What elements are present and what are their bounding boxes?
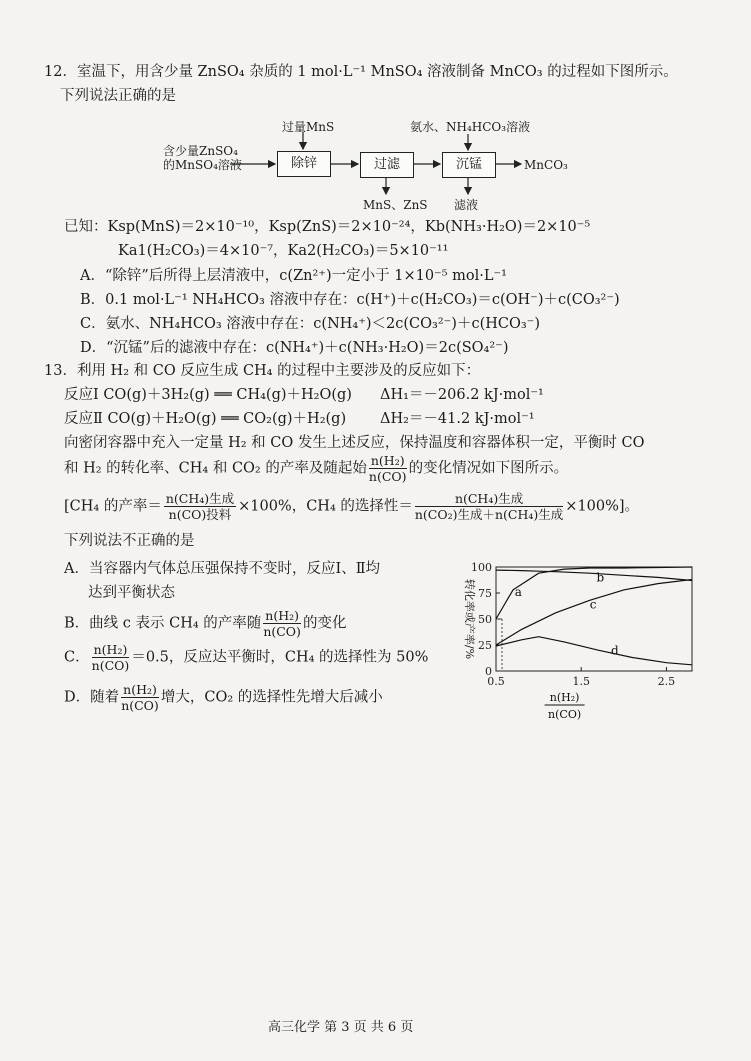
flow-arrows <box>0 0 751 230</box>
ratio-numerator: n(H₂) <box>370 453 405 468</box>
option-b-fraction <box>263 608 301 639</box>
q13-question: 下列说法不正确的是 <box>64 533 195 549</box>
desc-line2-a: 和 H₂ 的转化率、CH₄ 和 CO₂ 的产率及随起始 <box>64 460 367 477</box>
q13-desc-line1: 向密闭容器中充入一定量 H₂ 和 CO 发生上述反应，保持温度和容器体积一定，平衡时 CO <box>64 435 645 451</box>
q12-stem-line1: 室温下，用含少量 ZnSO₄ 杂质的 1 mol·L⁻¹ MnSO₄ 溶液制备 MnCO₃ 的过程如下图所示。 <box>76 64 678 80</box>
q13-definitions <box>64 491 639 522</box>
q12-option-a[interactable]: A．“除锌”后所得上层清液中，c(Zn²⁺)一定小于 1×10⁻⁵ mol·L⁻¹ <box>80 268 507 284</box>
q13-option-b[interactable] <box>64 608 346 639</box>
option-d-denominator: n(CO) <box>121 698 159 713</box>
q13-reaction-2: 反应Ⅱ CO(g)＋H₂O(g) ══ CO₂(g)＋H₂(g) <box>64 411 347 427</box>
q12-number: 12． <box>44 64 77 80</box>
q12-option-d[interactable]: D．“沉锰”后的滤液中存在：c(NH₄⁺)＋c(NH₃·H₂O)＝2c(SO₄²⁻) <box>80 340 509 356</box>
flow-step-filter: 过滤 <box>360 152 414 178</box>
q13-desc-line2 <box>64 453 568 484</box>
x-axis-label-denominator: n(CO) <box>548 708 582 721</box>
option-c-denominator: n(CO) <box>91 658 130 673</box>
q12-stem-line2: 下列说法正确的是 <box>60 88 176 104</box>
flow-input-line1: 含少量ZnSO₄ <box>163 144 238 158</box>
q13-reaction-1: 反应Ⅰ CO(g)＋3H₂(g) ══ CH₄(g)＋H₂O(g) <box>64 387 352 403</box>
flow-reagent-3: 氨水、NH₄HCO₃溶液 <box>410 120 531 134</box>
x-tick-label: 0.5 <box>487 675 505 688</box>
selectivity-numerator: n(CH₄)生成 <box>415 491 563 507</box>
q13-dh2: ΔH₂＝－41.2 kJ·mol⁻¹ <box>380 411 535 427</box>
series-a-label: a <box>514 585 522 600</box>
y-tick-label: 75 <box>478 587 492 600</box>
y-tick-label: 50 <box>478 613 492 626</box>
series-c-line <box>496 580 692 646</box>
x-tick-label: 2.5 <box>657 675 676 688</box>
yield-suffix: ×100%，CH₄ 的选择性＝ <box>238 498 413 515</box>
x-tick-label: 1.5 <box>572 675 590 688</box>
q13-stem <box>44 362 480 380</box>
flow-step-zinc-removal: 除锌 <box>277 151 331 177</box>
option-b-denominator: n(CO) <box>263 624 301 639</box>
series-c-label: c <box>589 597 597 612</box>
q13-option-d[interactable] <box>64 682 383 713</box>
series-d-line <box>496 637 692 665</box>
option-c-pre: C． <box>64 649 90 666</box>
option-a-line2: 达到平衡状态 <box>88 585 175 601</box>
flow-step-mn-precipitation: 沉锰 <box>442 152 496 178</box>
series-b-line <box>496 570 692 580</box>
flow-reagent-1: 过量MnS <box>282 120 335 134</box>
flow-product: MnCO₃ <box>524 158 568 172</box>
q12-known-line2: Ka1(H₂CO₃)＝4×10⁻⁷，Ka2(H₂CO₃)＝5×10⁻¹¹ <box>118 243 449 259</box>
series-d-label: d <box>611 643 619 658</box>
selectivity-suffix: ×100%]。 <box>565 498 640 515</box>
y-tick-label: 25 <box>478 639 492 652</box>
option-d-post: 增大，CO₂ 的选择性先增大后减小 <box>160 689 383 706</box>
yield-denominator: n(CO)投料 <box>168 507 232 522</box>
series-b-label: b <box>596 570 605 585</box>
q12-option-b[interactable]: B．0.1 mol·L⁻¹ NH₄HCO₃ 溶液中存在：c(H⁺)＋c(H₂CO₃)＝c(OH⁻)＋c(CO₃²⁻) <box>80 292 620 308</box>
option-b-numerator: n(H₂) <box>265 608 299 623</box>
x-axis-label-numerator: n(H₂) <box>549 691 580 704</box>
q13-number: 13． <box>44 363 77 379</box>
q12-option-c[interactable]: C．氨水、NH₄HCO₃ 溶液中存在：c(NH₄⁺)＜2c(CO₃²⁻)＋c(HCO₃⁻) <box>80 316 540 332</box>
selectivity-fraction <box>415 491 563 522</box>
page-footer: 高三化学 第 3 页 共 6 页 <box>268 1020 414 1035</box>
q12-known-line1: 已知：Ksp(MnS)＝2×10⁻¹⁰，Ksp(ZnS)＝2×10⁻²⁴，Kb(NH₃·H₂O)＝2×10⁻⁵ <box>64 219 591 235</box>
y-tick-label: 100 <box>471 561 492 574</box>
desc-line2-b: 的变化情况如下图所示。 <box>408 460 569 477</box>
option-b-post: 的变化 <box>302 615 347 632</box>
yield-prefix: [CH₄ 的产率＝ <box>64 498 162 515</box>
flow-byproduct-3: 滤液 <box>454 198 479 212</box>
q13-dh1: ΔH₁＝－206.2 kJ·mol⁻¹ <box>380 387 544 403</box>
q13-stem-line1: 利用 H₂ 和 CO 反应生成 CH₄ 的过程中主要涉及的反应如下： <box>76 363 481 379</box>
selectivity-denominator: n(CO₂)生成＋n(CH₄)生成 <box>414 507 564 522</box>
q13-chart <box>440 555 705 725</box>
option-b-pre: B．曲线 c 表示 CH₄ 的产率随 <box>64 615 262 632</box>
option-c-fraction <box>92 642 130 673</box>
option-a-line1: A．当容器内气体总压强保持不变时，反应Ⅰ、Ⅱ均 <box>64 561 381 577</box>
option-d-pre: D．随着 <box>64 689 120 706</box>
q13-option-c[interactable] <box>64 642 428 673</box>
flow-byproduct-2: MnS、ZnS <box>363 198 428 212</box>
yield-numerator: n(CH₄)生成 <box>165 491 235 506</box>
option-c-numerator: n(H₂) <box>93 642 128 657</box>
y-tick-label: 0 <box>485 665 492 678</box>
q13-option-a[interactable] <box>64 560 380 602</box>
ratio-fraction <box>369 453 407 484</box>
option-d-fraction <box>121 682 159 713</box>
option-c-post: ＝0.5，反应达平衡时，CH₄ 的选择性为 50% <box>131 649 429 666</box>
y-axis-label: 转化率或产率/% <box>463 578 476 660</box>
flow-input-line2: 的MnSO₄溶液 <box>163 158 242 172</box>
yield-fraction <box>164 491 236 522</box>
option-d-numerator: n(H₂) <box>123 682 157 697</box>
ratio-denominator: n(CO) <box>368 469 407 484</box>
